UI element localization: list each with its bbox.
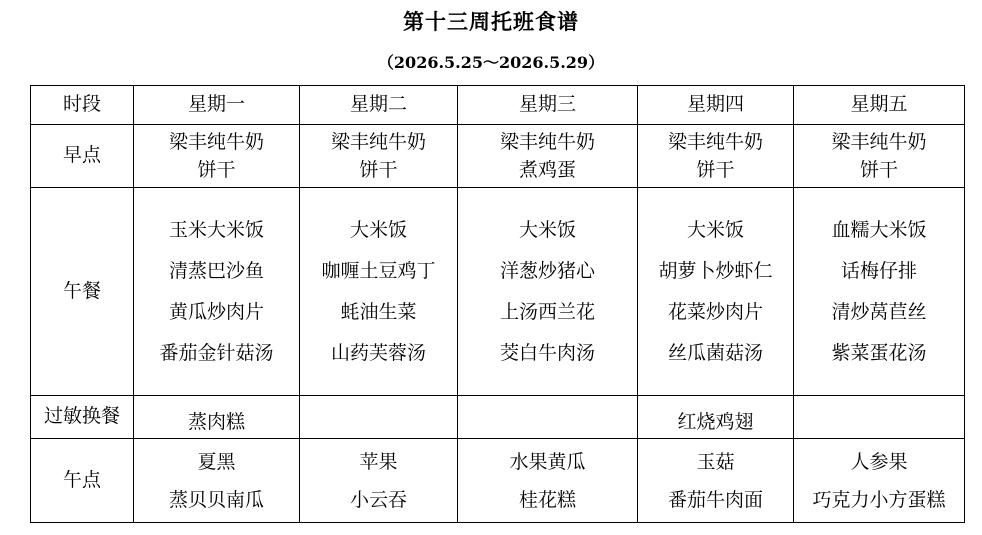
menu-item: 人参果 xyxy=(850,450,908,473)
date-range: （2026.5.25～2026.5.29） xyxy=(377,53,605,72)
cell-mon-morning-snack xyxy=(134,125,300,188)
cell-mon-lunch xyxy=(134,188,300,396)
cell-wed-lunch xyxy=(458,188,638,396)
menu-item: 胡萝卜炒虾仁 xyxy=(658,259,773,282)
cell-tue-allergy xyxy=(300,396,458,439)
menu-item: 夏黑 xyxy=(197,450,236,473)
menu-item: 红烧鸡翅 xyxy=(677,411,754,434)
header-tuesday: 星期二 xyxy=(300,86,458,125)
menu-item: 大米饭 xyxy=(518,218,576,241)
menu-item: 梁丰纯牛奶 xyxy=(667,131,763,153)
menu-item: 番茄金针菇汤 xyxy=(159,341,274,364)
cell-mon-afternoon-snack xyxy=(134,439,300,523)
cell-wed-allergy xyxy=(458,396,638,439)
table-row-morning-snack xyxy=(31,125,965,188)
menu-item: 花菜炒肉片 xyxy=(667,300,763,323)
menu-item: 山药芙蓉汤 xyxy=(330,341,426,364)
menu-item: 上汤西兰花 xyxy=(499,300,595,323)
cell-mon-allergy xyxy=(134,396,300,439)
menu-item: 饼干 xyxy=(197,159,236,181)
table-row-afternoon-snack xyxy=(31,439,965,523)
row-label-morning-snack: 早点 xyxy=(31,125,134,188)
menu-item: 梁丰纯牛奶 xyxy=(168,131,264,153)
menu-item: 大米饭 xyxy=(349,218,407,241)
menu-item: 玉菇 xyxy=(696,450,735,473)
cell-wed-morning-snack xyxy=(458,125,638,188)
menu-item: 大米饭 xyxy=(686,218,744,241)
header-wednesday: 星期三 xyxy=(458,86,638,125)
menu-item: 煮鸡蛋 xyxy=(518,159,576,181)
menu-item: 水果黄瓜 xyxy=(509,450,586,473)
menu-item: 饼干 xyxy=(859,159,898,181)
menu-item: 清蒸巴沙鱼 xyxy=(168,259,264,282)
menu-item: 清炒莴苣丝 xyxy=(831,300,927,323)
cell-tue-morning-snack xyxy=(300,125,458,188)
header-thursday: 星期四 xyxy=(638,86,794,125)
cell-fri-morning-snack xyxy=(794,125,965,188)
menu-item: 蒸肉糕 xyxy=(187,411,245,434)
row-label-allergy-substitute: 过敏换餐 xyxy=(31,396,134,439)
menu-item: 桂花糕 xyxy=(518,488,576,511)
menu-item: 梁丰纯牛奶 xyxy=(831,131,927,153)
menu-item: 玉米大米饭 xyxy=(168,218,264,241)
menu-item: 梁丰纯牛奶 xyxy=(330,131,426,153)
header-row xyxy=(31,86,965,125)
header-friday: 星期五 xyxy=(794,86,965,125)
menu-item: 饼干 xyxy=(359,159,398,181)
table-row-lunch xyxy=(31,188,965,396)
menu-item: 黄瓜炒肉片 xyxy=(168,300,264,323)
header-monday: 星期一 xyxy=(134,86,300,125)
cell-thu-morning-snack xyxy=(638,125,794,188)
menu-table xyxy=(30,85,965,523)
menu-item: 话梅仔排 xyxy=(840,259,917,282)
menu-item: 血糯大米饭 xyxy=(831,218,927,241)
menu-item: 梁丰纯牛奶 xyxy=(499,131,595,153)
header-period: 时段 xyxy=(31,86,134,125)
menu-item: 洋葱炒猪心 xyxy=(499,259,595,282)
menu-item: 苹果 xyxy=(359,450,398,473)
cell-fri-lunch xyxy=(794,188,965,396)
menu-item: 蚝油生菜 xyxy=(340,300,417,323)
cell-thu-afternoon-snack xyxy=(638,439,794,523)
menu-item: 巧克力小方蛋糕 xyxy=(812,488,946,511)
menu-item: 番茄牛肉面 xyxy=(667,488,763,511)
cell-thu-lunch xyxy=(638,188,794,396)
cell-fri-allergy xyxy=(794,396,965,439)
menu-item: 咖喱土豆鸡丁 xyxy=(321,259,436,282)
row-label-afternoon-snack: 午点 xyxy=(31,439,134,523)
cell-tue-lunch xyxy=(300,188,458,396)
cell-thu-allergy xyxy=(638,396,794,439)
cell-wed-afternoon-snack xyxy=(458,439,638,523)
page-title: 第十三周托班食谱 xyxy=(403,9,579,34)
menu-item: 饼干 xyxy=(696,159,735,181)
menu-item: 茭白牛肉汤 xyxy=(499,341,595,364)
table-row-allergy-substitute xyxy=(31,396,965,439)
menu-item: 丝瓜菌菇汤 xyxy=(667,341,763,364)
menu-item: 蒸贝贝南瓜 xyxy=(168,488,264,511)
cell-tue-afternoon-snack xyxy=(300,439,458,523)
menu-item: 紫菜蛋花汤 xyxy=(831,341,927,364)
menu-item: 小云吞 xyxy=(349,488,407,511)
cell-fri-afternoon-snack xyxy=(794,439,965,523)
row-label-lunch: 午餐 xyxy=(31,188,134,396)
